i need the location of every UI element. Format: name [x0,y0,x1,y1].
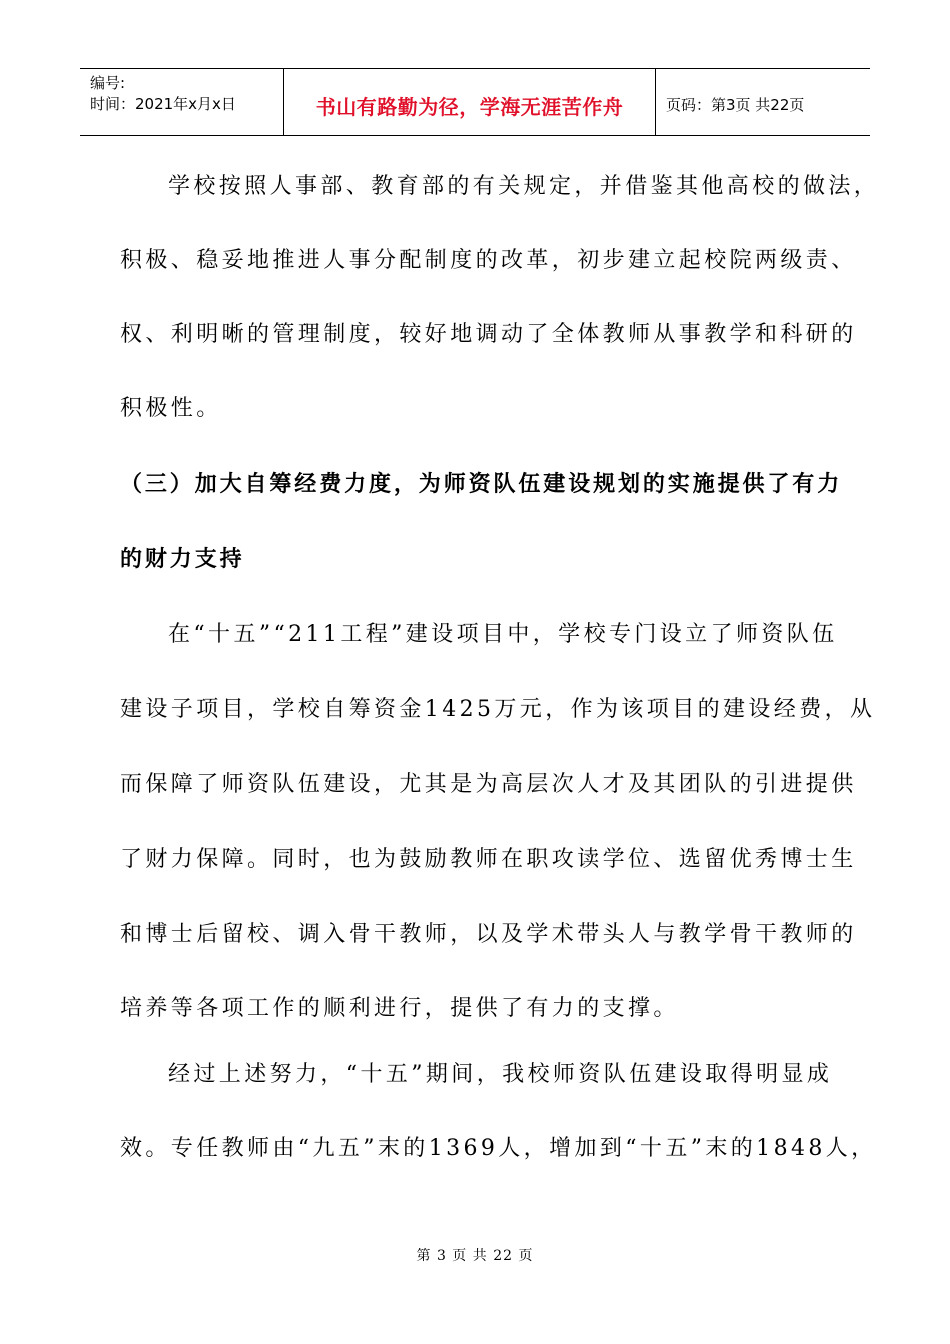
paragraph-line: 在“十五”“211工程”建设项目中，学校专门设立了师资队伍 [168,622,838,647]
document-time-label: 时间：2021年x月x日 [90,95,236,113]
paragraph-line: 了财力保障。同时，也为鼓励教师在职攻读学位、选留优秀博士生 [120,847,857,872]
header-page-info: 页码：第3页 共22页 [666,95,805,114]
section-heading-line: （三）加大自筹经费力度，为师资队伍建设规划的实施提供了有力 [120,472,843,497]
paragraph-line: 建设子项目，学校自筹资金1425万元，作为该项目的建设经费，从 [120,697,876,722]
paragraph-line: 权、利明晰的管理制度，较好地调动了全体教师从事教学和科研的 [120,322,857,347]
paragraph-line: 经过上述努力，“十五”期间，我校师资队伍建设取得明显成 [168,1062,833,1087]
paragraph-line: 培养等各项工作的顺利进行，提供了有力的支撑。 [120,996,679,1021]
page-header [80,68,870,136]
paragraph-line: 效。专任教师由“九五”末的1369人，增加到“十五”末的1848人， [120,1136,877,1161]
header-meta-cell [80,69,283,135]
paragraph-line: 而保障了师资队伍建设，尤其是为高层次人才及其团队的引进提供 [120,772,857,797]
paragraph-line: 学校按照人事部、教育部的有关规定，并借鉴其他高校的做法， [168,174,880,199]
paragraph-line: 积极性。 [120,396,222,421]
header-motto: 书山有路勤为径，学海无涯苦作舟 [283,69,656,135]
section-heading-line: 的财力支持 [120,547,245,572]
page-footer: 第 3 页 共 22 页 [416,1248,534,1264]
paragraph-line: 积极、稳妥地推进人事分配制度的改革，初步建立起校院两级责、 [120,248,857,273]
document-number-label: 编号: [90,74,126,92]
paragraph-line: 和博士后留校、调入骨干教师，以及学术带头人与教学骨干教师的 [120,922,857,947]
